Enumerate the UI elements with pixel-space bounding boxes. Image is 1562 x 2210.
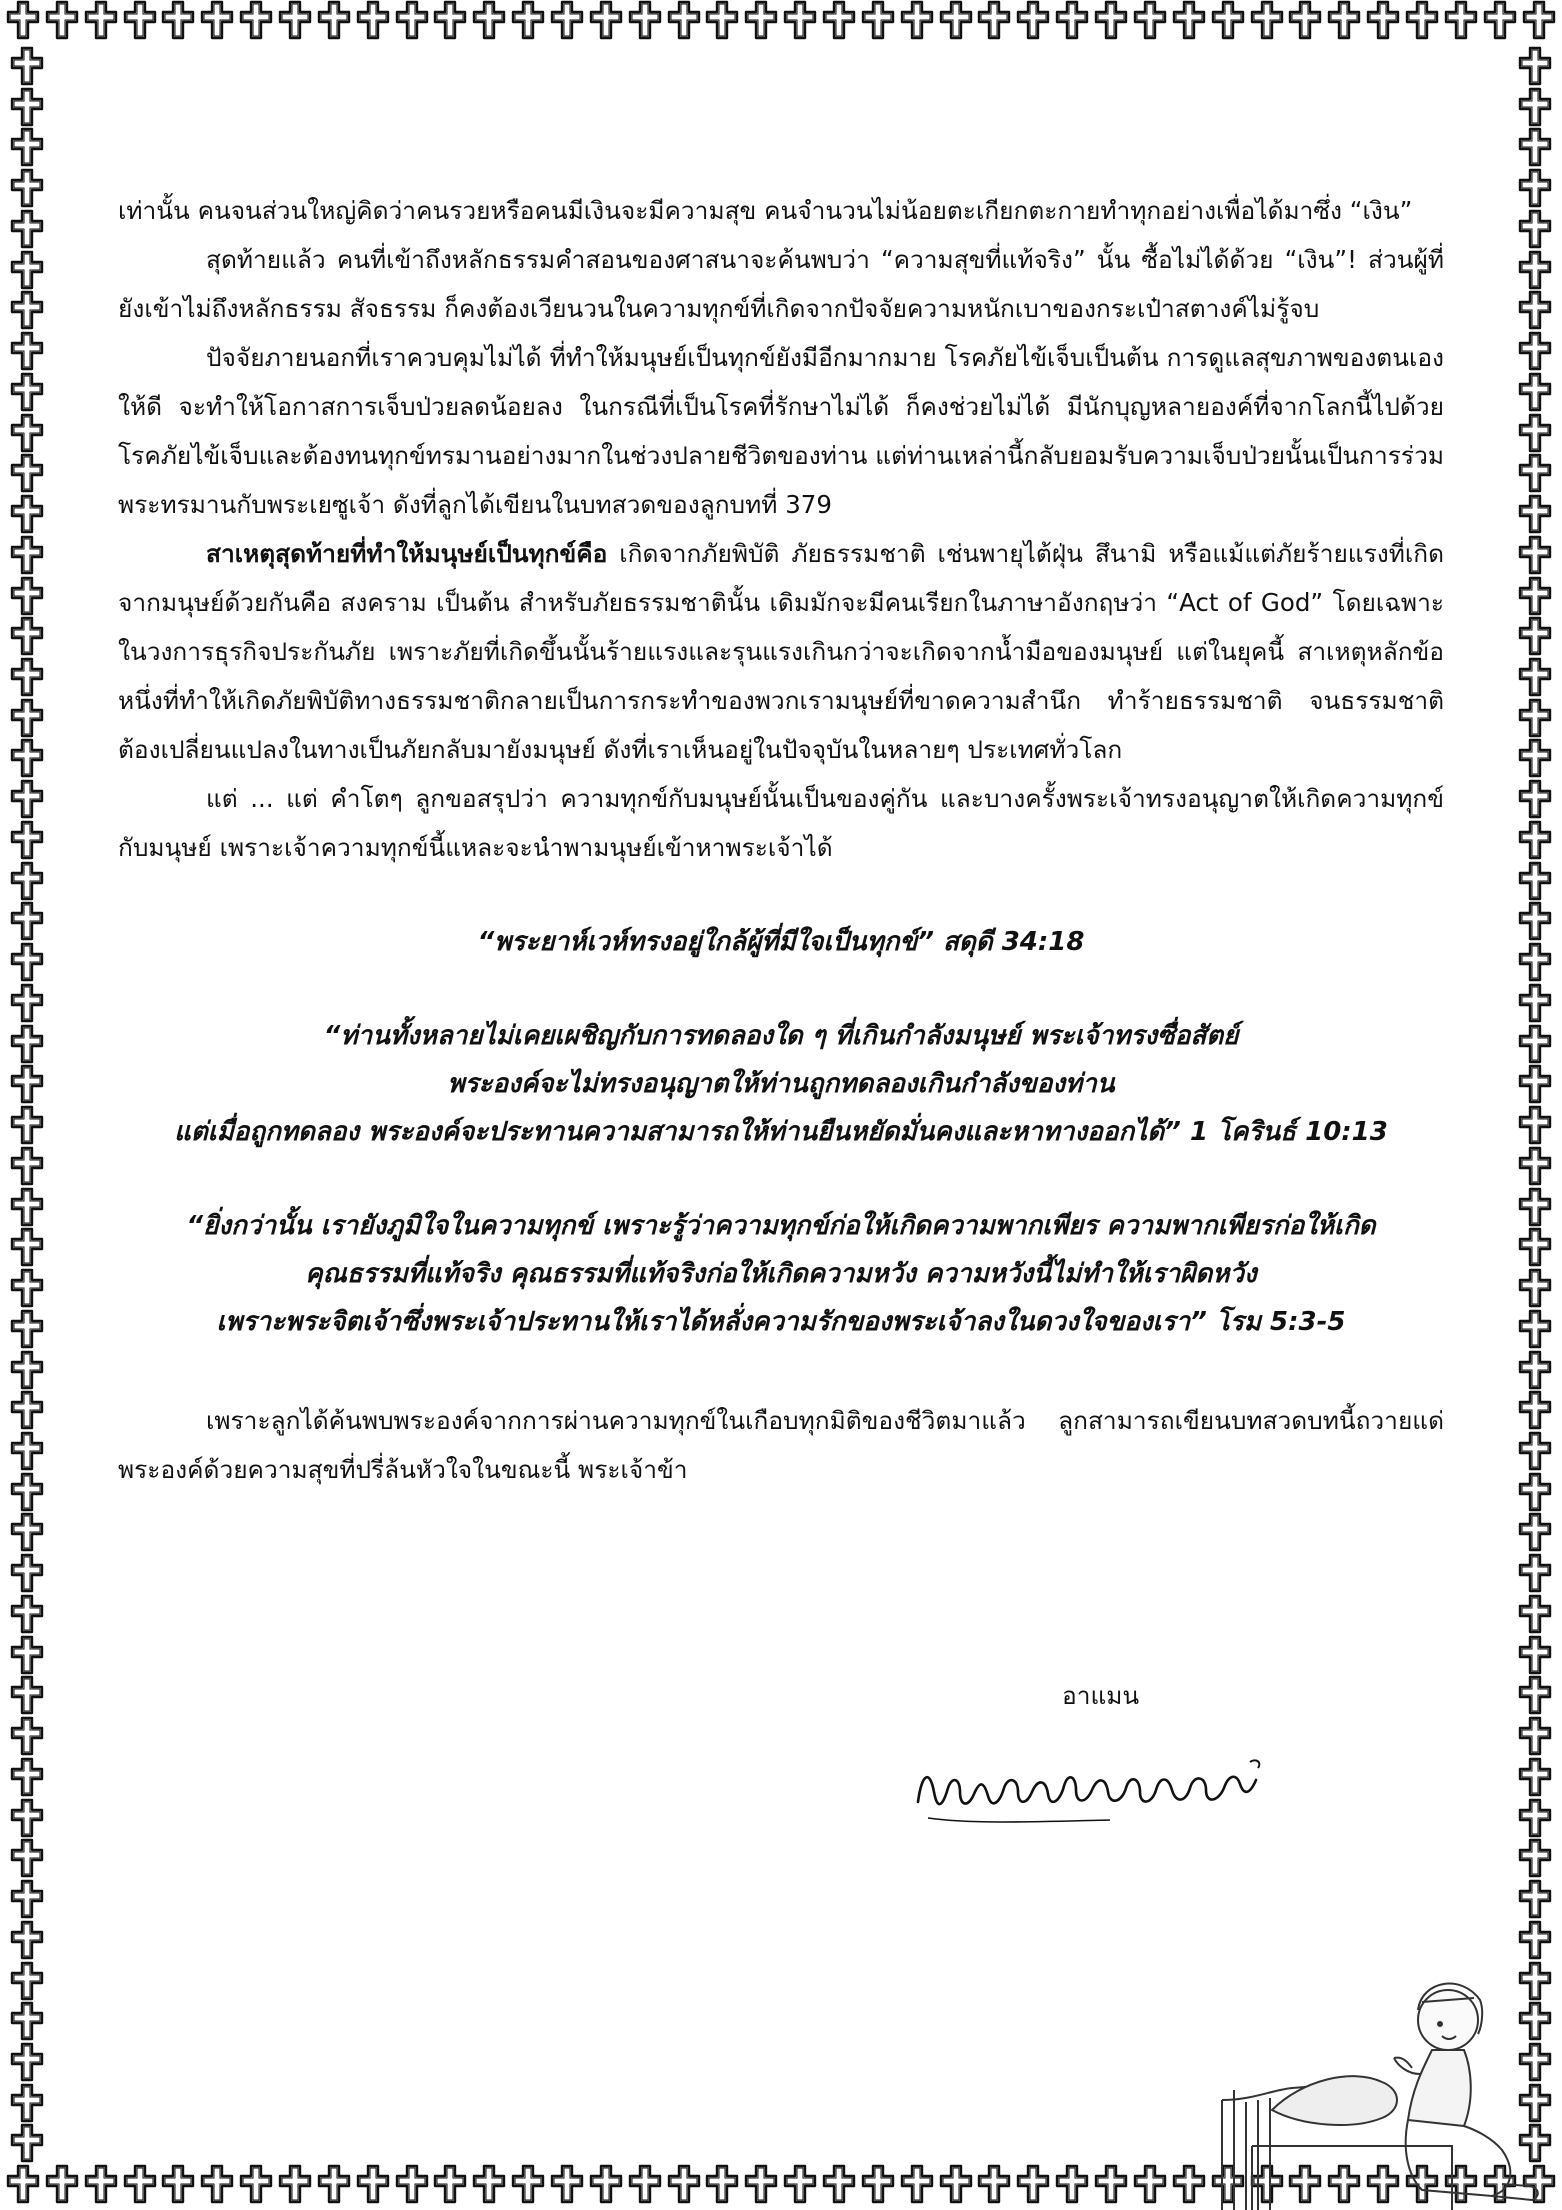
- cross-icon: [10, 290, 44, 330]
- cross-icon: [1518, 1594, 1552, 1634]
- cross-icon: [1522, 0, 1556, 40]
- cross-icon: [977, 0, 1011, 40]
- cross-icon: [550, 2164, 584, 2204]
- cross-icon: [10, 1879, 44, 1919]
- cross-icon: [1518, 127, 1552, 167]
- cross-icon: [10, 2083, 44, 2123]
- cross-icon: [10, 1716, 44, 1756]
- cross-icon: [10, 1390, 44, 1430]
- cross-icon: [10, 1594, 44, 1634]
- cross-icon: [1518, 250, 1552, 290]
- cross-icon: [45, 2164, 79, 2204]
- cross-icon: [84, 0, 118, 40]
- cross-icon: [977, 2164, 1011, 2204]
- paragraph-3: ปัจจัยภายนอกที่เราควบคุมไม่ได้ ที่ทำให้มนุษย์เป็นทุกข์ยังมีอีกมากมาย โรคภัยไข้เจ็บเป็นต้น การดูแลสุขภาพของตนเองให้ดี จะทำให้โอกาสการเจ็บป่วยลดน้อยลง ในกรณีที่เป็นโรคที่รักษาไม่ได้ ก็คงช่วยไม่ได้ มีนักบุญหลายองค์ที่จากโลกนี้ไปด้วยโรคภัยไข้เจ็บและต้องทนทุกข์ทรมานอย่างมากในช่วงปลายชีวิตของท่าน แต่ท่านเหล่านี้กลับยอมรับความเจ็บป่วยนั้นเป็นการร่วมพระทรมานกับพระเยซูเจ้า ดังที่ลูกได้เขียนในบทสวดของลูกบทที่ 379: [118, 343, 1444, 519]
- cross-icon: [10, 1268, 44, 1308]
- cross-icon: [1172, 2164, 1206, 2204]
- cross-icon: [10, 413, 44, 453]
- cross-icon: [1518, 1309, 1552, 1349]
- cross-icon: [1518, 1472, 1552, 1512]
- cross-icon: [667, 0, 701, 40]
- cross-icon: [1518, 87, 1552, 127]
- cross-icon: [1518, 290, 1552, 330]
- cross-icon: [10, 1350, 44, 1390]
- cross-icon: [1518, 901, 1552, 941]
- cross-icon: [939, 2164, 973, 2204]
- cross-icon: [1483, 0, 1517, 40]
- cross-icon: [705, 0, 739, 40]
- cross-icon: [1518, 1675, 1552, 1715]
- cross-icon: [1518, 1716, 1552, 1756]
- cross-icon: [511, 0, 545, 40]
- amen-text: อาแมน: [1062, 1681, 1140, 1710]
- cross-icon: [10, 209, 44, 249]
- cross-icon: [1211, 0, 1245, 40]
- cross-icon: [1250, 0, 1284, 40]
- cross-icon: [900, 2164, 934, 2204]
- cross-icon: [10, 1838, 44, 1878]
- cross-icon: [1518, 1635, 1552, 1675]
- cross-icon: [10, 168, 44, 208]
- cross-icon: [10, 250, 44, 290]
- cross-icon: [356, 2164, 390, 2204]
- cross-icon: [356, 0, 390, 40]
- cross-icon: [1016, 2164, 1050, 2204]
- cross-icon: [10, 1553, 44, 1593]
- cross-icon: [433, 2164, 467, 2204]
- cross-icon: [1327, 0, 1361, 40]
- cross-icon: [84, 2164, 118, 2204]
- cross-icon: [10, 1064, 44, 1104]
- cross-icon: [1518, 1553, 1552, 1593]
- cross-icon: [10, 1431, 44, 1471]
- cross-icon: [1518, 494, 1552, 534]
- cross-icon: [783, 2164, 817, 2204]
- cross-icon: [10, 535, 44, 575]
- cross-icon: [589, 0, 623, 40]
- cross-icon: [1288, 0, 1322, 40]
- paragraph-1: เท่านั้น คนจนส่วนใหญ่คิดว่าคนรวยหรือคนมีเงินจะมีความสุข คนจำนวนไม่น้อยตะเกียกตะกายทำทุกอย่างเพื่อได้มาซึ่ง “เงิน”: [118, 196, 1413, 225]
- cross-icon: [433, 0, 467, 40]
- cross-icon: [1518, 1064, 1552, 1104]
- cross-icon: [1366, 0, 1400, 40]
- cross-icon: [550, 0, 584, 40]
- cross-icon: [1518, 576, 1552, 616]
- cross-icon: [1094, 0, 1128, 40]
- cross-icon: [1518, 1350, 1552, 1390]
- paragraph-4: [118, 529, 1444, 774]
- cross-icon: [472, 0, 506, 40]
- cross-icon: [1518, 820, 1552, 860]
- cross-icon: [10, 1472, 44, 1512]
- cross-icon: [861, 0, 895, 40]
- cross-icon: [6, 2164, 40, 2204]
- cross-icon: [1016, 0, 1050, 40]
- cross-icon: [1518, 861, 1552, 901]
- cross-icon: [1133, 2164, 1167, 2204]
- cross-icon: [1518, 1879, 1552, 1919]
- cross-icon: [1518, 1390, 1552, 1430]
- cross-icon: [1518, 942, 1552, 982]
- cross-icon: [6, 0, 40, 40]
- cross-icon: [1518, 1512, 1552, 1552]
- left-cross-border: [4, 46, 50, 2164]
- cross-icon: [10, 46, 44, 86]
- scripture-quote-psalm: [118, 918, 1444, 966]
- cross-icon: [10, 576, 44, 616]
- cross-icon: [161, 2164, 195, 2204]
- cross-icon: [1518, 1105, 1552, 1145]
- cross-icon: [1405, 0, 1439, 40]
- cross-icon: [10, 1635, 44, 1675]
- closing-paragraph: เพราะลูกได้ค้นพบพระองค์จากการผ่านความทุกข์ในเกือบทุกมิติของชีวิตมาแล้ว ลูกสามารถเขียนบทสวดบทนี้ถวายแด่พระองค์ด้วยความสุขที่ปรี่ล้นหัวใจในขณะนี้ พระเจ้าข้า: [118, 1406, 1444, 1484]
- cross-icon: [45, 0, 79, 40]
- cross-icon: [10, 372, 44, 412]
- cross-icon: [200, 0, 234, 40]
- quote-line: “ท่านทั้งหลายไม่เคยเผชิญกับการทดลองใด ๆ ที่เกินกำลังมนุษย์ พระเจ้าทรงซื่อสัตย์: [323, 1021, 1239, 1051]
- cross-icon: [1518, 1227, 1552, 1267]
- cross-icon: [1518, 413, 1552, 453]
- cross-icon: [1518, 46, 1552, 86]
- quote-line: “พระยาห์เวห์ทรงอยู่ใกล้ผู้ที่มีใจเป็นทุกข์” สดุดี 34:18: [477, 927, 1085, 957]
- cross-icon: [10, 738, 44, 778]
- scripture-quote-corinthians: [118, 1012, 1444, 1156]
- cross-icon: [10, 657, 44, 697]
- cross-icon: [939, 0, 973, 40]
- cross-icon: [1518, 1798, 1552, 1838]
- cross-icon: [10, 1675, 44, 1715]
- cross-icon: [1518, 738, 1552, 778]
- cross-icon: [861, 2164, 895, 2204]
- cross-icon: [1094, 2164, 1128, 2204]
- cross-icon: [1518, 372, 1552, 412]
- cross-icon: [1518, 168, 1552, 208]
- cross-icon: [123, 0, 157, 40]
- cross-icon: [1518, 1024, 1552, 1064]
- scripture-quote-romans: [118, 1202, 1444, 1346]
- cross-icon: [783, 0, 817, 40]
- cross-icon: [1518, 616, 1552, 656]
- cross-icon: [1518, 1838, 1552, 1878]
- cross-icon: [10, 2042, 44, 2082]
- cross-icon: [10, 1757, 44, 1797]
- cross-icon: [161, 0, 195, 40]
- praying-child-illustration: [1212, 1950, 1562, 2210]
- cross-icon: [1518, 657, 1552, 697]
- quote-line: แต่เมื่อถูกทดลอง พระองค์จะประทานความสามารถให้ท่านยืนหยัดมั่นคงและหาทางออกได้” 1 โครินธ์ 10:13: [174, 1117, 1388, 1147]
- cross-icon: [1518, 331, 1552, 371]
- cross-icon: [628, 0, 662, 40]
- cross-icon: [10, 1105, 44, 1145]
- cross-icon: [1444, 0, 1478, 40]
- cross-icon: [822, 0, 856, 40]
- handwritten-signature: [910, 1732, 1290, 1832]
- letter-body: [118, 186, 1444, 1494]
- cross-icon: [10, 127, 44, 167]
- cross-icon: [10, 2001, 44, 2041]
- cross-icon: [1518, 1757, 1552, 1797]
- cross-icon: [317, 2164, 351, 2204]
- cross-icon: [10, 331, 44, 371]
- cross-icon: [1518, 1268, 1552, 1308]
- cross-icon: [278, 2164, 312, 2204]
- cross-icon: [628, 2164, 662, 2204]
- right-cross-border: [1512, 46, 1558, 2164]
- cross-icon: [1518, 1431, 1552, 1471]
- cross-icon: [1172, 0, 1206, 40]
- paragraph-5: แต่ ... แต่ คำโตๆ ลูกขอสรุปว่า ความทุกข์กับมนุษย์นั้นเป็นของคู่กัน และบางครั้งพระเจ้าทรงอนุญาตให้เกิดความทุกข์กับมนุษย์ เพราะเจ้าความทุกข์นี้แหละจะนำพามนุษย์เข้าหาพระเจ้าได้: [118, 784, 1444, 862]
- cross-icon: [900, 0, 934, 40]
- cross-icon: [1518, 209, 1552, 249]
- cross-icon: [10, 1024, 44, 1064]
- cross-icon: [744, 2164, 778, 2204]
- paragraph-4-text: เกิดจากภัยพิบัติ ภัยธรรมชาติ เช่นพายุไต้ฝุ่น สึนามิ หรือแม้แต่ภัยร้ายแรงที่เกิดจากมนุษย์ด้วยกันคือ สงคราม เป็นต้น สำหรับภัยธรรมชาตินั้น เดิมมักจะมีคนเรียกในภาษาอังกฤษว่า “Act of God” โดยเฉพาะในวงการธุรกิจประกันภัย เพราะภัยที่เกิดขึ้นนั้นร้ายแรงและรุนแรงเกินกว่าจะเกิดจากน้ำมือของมนุษย์ แต่ในยุคนี้ สาเหตุหลักข้อหนึ่งที่ทำให้เกิดภัยพิบัติทางธรรมชาติกลายเป็นการกระทำของพวกเรามนุษย์ที่ขาดความสำนึก ทำร้ายธรรมชาติ จนธรรมชาติต้องเปลี่ยนแปลงในทางเป็นภัยกลับมายังมนุษย์ ดังที่เราเห็นอยู่ในปัจจุบันในหลายๆ ประเทศทั่วโลก: [118, 539, 1444, 764]
- cross-icon: [10, 616, 44, 656]
- quote-line: “ยิ่งกว่านั้น เรายังภูมิใจในความทุกข์ เพราะรู้ว่าความทุกข์ก่อให้เกิดความพากเพียร ความพากเพียรก่อให้เกิด: [186, 1211, 1376, 1241]
- cross-icon: [10, 942, 44, 982]
- cross-icon: [10, 1146, 44, 1186]
- cross-icon: [10, 861, 44, 901]
- cross-icon: [10, 494, 44, 534]
- cross-icon: [1133, 0, 1167, 40]
- cross-icon: [10, 820, 44, 860]
- cross-icon: [1518, 1187, 1552, 1227]
- cross-icon: [10, 779, 44, 819]
- cross-icon: [395, 2164, 429, 2204]
- cross-icon: [10, 87, 44, 127]
- cross-icon: [705, 2164, 739, 2204]
- cross-icon: [10, 1227, 44, 1267]
- cross-icon: [589, 2164, 623, 2204]
- cross-icon: [10, 901, 44, 941]
- cross-icon: [10, 1961, 44, 2001]
- cross-icon: [10, 1309, 44, 1349]
- quote-line: คุณธรรมที่แท้จริง คุณธรรมที่แท้จริงก่อให้เกิดความหวัง ความหวังนี้ไม่ทำให้เราผิดหวัง: [305, 1259, 1257, 1289]
- cross-icon: [472, 2164, 506, 2204]
- cross-icon: [744, 0, 778, 40]
- cross-icon: [10, 1798, 44, 1838]
- cross-icon: [317, 0, 351, 40]
- cross-icon: [395, 0, 429, 40]
- cross-icon: [239, 2164, 273, 2204]
- cross-icon: [10, 1920, 44, 1960]
- cross-icon: [1518, 779, 1552, 819]
- paragraph-2: สุดท้ายแล้ว คนที่เข้าถึงหลักธรรมคำสอนของศาสนาจะค้นพบว่า “ความสุขที่แท้จริง” นั้น ซื้อไม่ได้ด้วย “เงิน”! ส่วนผู้ที่ยังเข้าไม่ถึงหลักธรรม สัจธรรม ก็คงต้องเวียนวนในความทุกข์ที่เกิดจากปัจจัยความหนักเบาของกระเป๋าสตางค์ไม่รู้จบ: [118, 245, 1444, 323]
- cross-icon: [822, 2164, 856, 2204]
- cross-icon: [1055, 2164, 1089, 2204]
- cross-icon: [667, 2164, 701, 2204]
- cross-icon: [1055, 0, 1089, 40]
- cross-icon: [1518, 453, 1552, 493]
- cross-icon: [1518, 698, 1552, 738]
- cross-icon: [239, 0, 273, 40]
- cross-icon: [511, 2164, 545, 2204]
- cross-icon: [10, 2123, 44, 2163]
- cross-icon: [123, 2164, 157, 2204]
- cross-icon: [278, 0, 312, 40]
- cross-icon: [10, 1512, 44, 1552]
- quote-line: เพราะพระจิตเจ้าซึ่งพระเจ้าประทานให้เราได้หลั่งความรักของพระเจ้าลงในดวงใจของเรา” โรม 5:3-5: [216, 1307, 1346, 1337]
- cross-icon: [1518, 1146, 1552, 1186]
- cross-icon: [10, 453, 44, 493]
- cross-icon: [200, 2164, 234, 2204]
- cross-icon: [10, 1187, 44, 1227]
- top-cross-border: [0, 0, 1562, 46]
- cross-icon: [10, 698, 44, 738]
- cross-icon: [1518, 535, 1552, 575]
- quote-line: พระองค์จะไม่ทรงอนุญาตให้ท่านถูกทดลองเกินกำลังของท่าน: [447, 1069, 1115, 1099]
- cross-icon: [10, 983, 44, 1023]
- bold-lead: สาเหตุสุดท้ายที่ทำให้มนุษย์เป็นทุกข์คือ: [206, 539, 608, 568]
- cross-icon: [1518, 983, 1552, 1023]
